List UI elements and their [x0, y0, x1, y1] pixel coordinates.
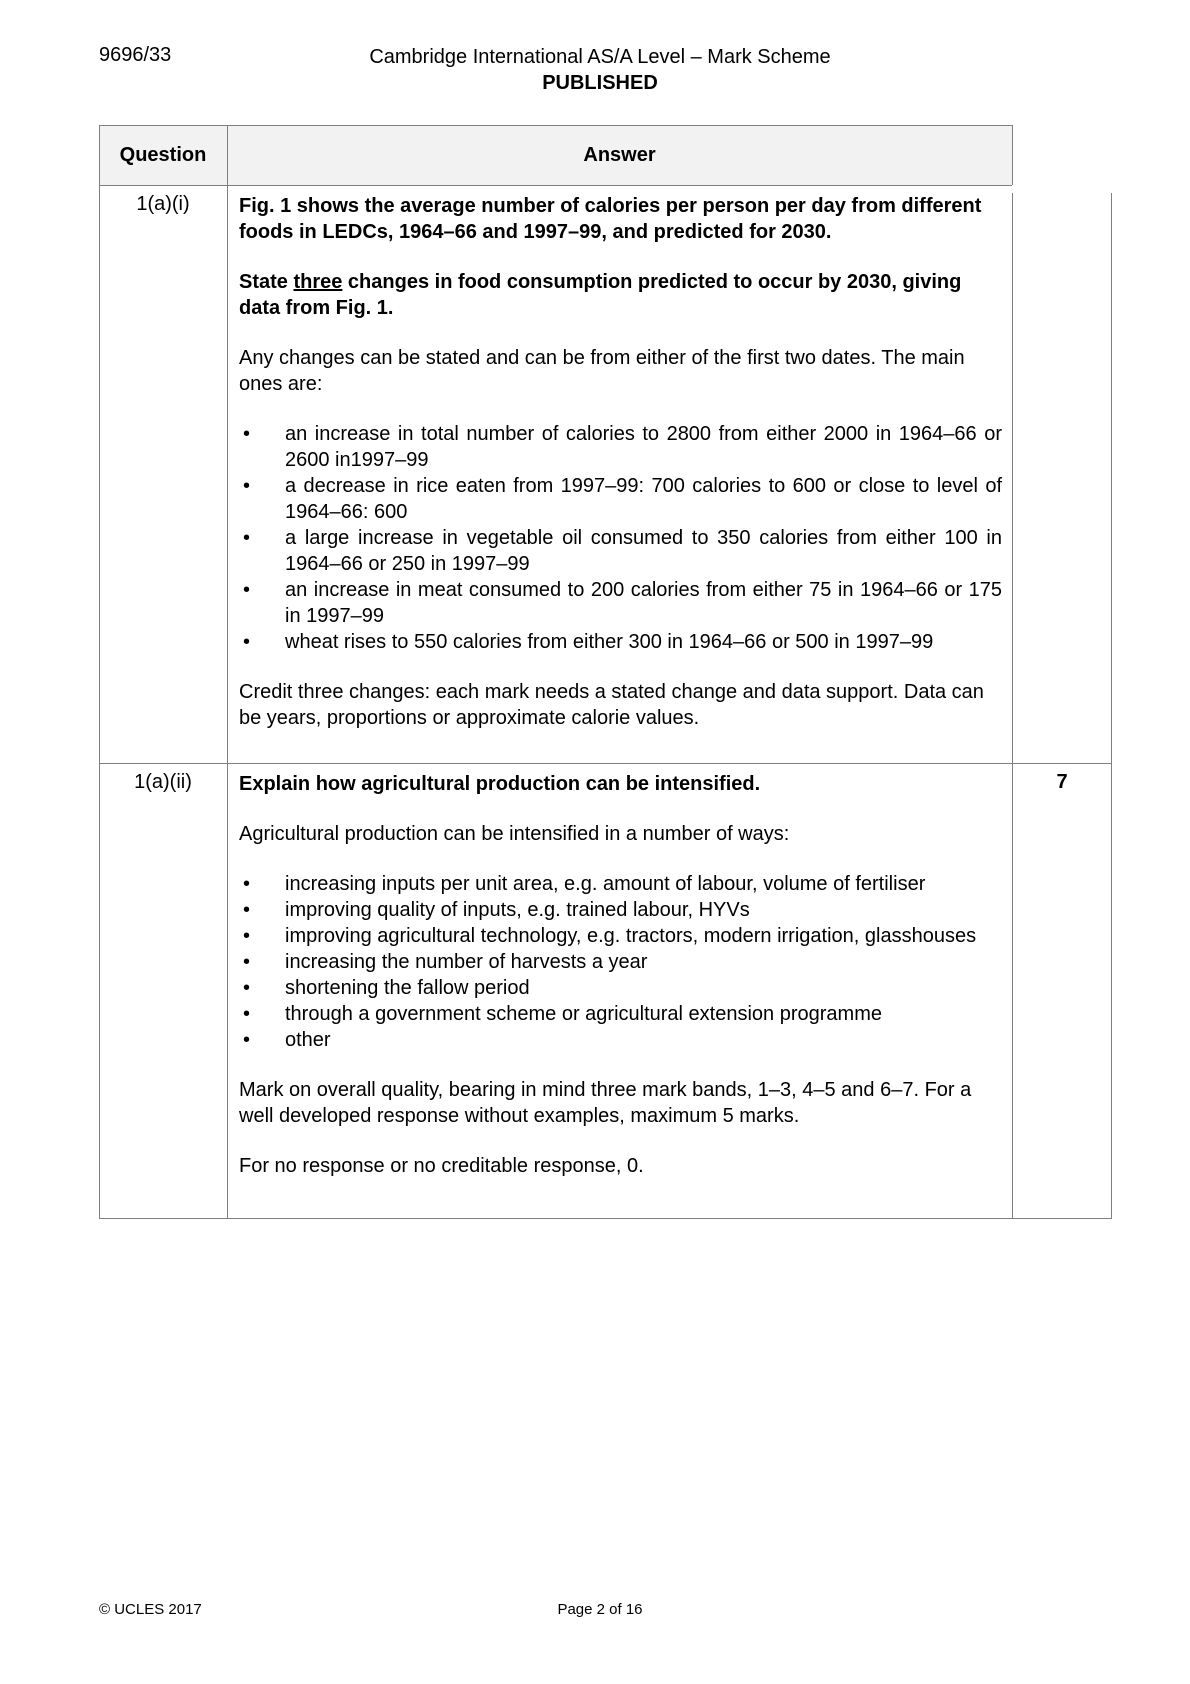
list-item-text: improving agricultural technology, e.g. tractors, modern irrigation, glasshouses	[285, 925, 977, 947]
list-item-text: a large increase in vegetable oil consumed to 350 calories from either 100 in 1964–66 or 250 in 1997–99	[285, 527, 1002, 575]
bullet-icon: •	[243, 1003, 251, 1025]
footer-page-number: Page 2 of 16	[557, 1601, 643, 1618]
answer-intro: Agricultural production can be intensified in a number of ways:	[239, 823, 790, 845]
table-border-right	[1111, 193, 1112, 1219]
row-divider	[99, 763, 1112, 764]
header-title	[0, 44, 1190, 96]
header-code: 9696/33	[99, 44, 172, 66]
list-item	[239, 871, 1002, 897]
header-title-text: Cambridge International AS/A Level – Mark Scheme	[369, 46, 831, 68]
answer-bullet-list	[239, 421, 1002, 655]
list-item	[239, 923, 1002, 949]
bullet-icon: •	[243, 423, 251, 445]
bullet-icon: •	[243, 873, 251, 895]
list-item-text: other	[285, 1029, 331, 1051]
bullet-icon: •	[243, 899, 251, 921]
list-item	[239, 1001, 1002, 1027]
instruction-text: changes in food consumption predicted to occur by 2030, giving data from Fig. 1.	[239, 271, 962, 319]
table-border-top	[99, 125, 1012, 126]
question-number: 1(a)(i)	[136, 193, 190, 215]
column-divider-answer-lower	[1012, 193, 1013, 1219]
marking-note-zero: For no response or no creditable response, 0.	[239, 1155, 644, 1177]
column-header-answer: Answer	[583, 144, 656, 166]
list-item-text: through a government scheme or agricultural extension programme	[285, 1003, 882, 1025]
marks-value: 7	[1056, 771, 1068, 793]
question-number: 1(a)(ii)	[134, 771, 192, 793]
list-item	[239, 949, 1002, 975]
answer-cell-1a-ii	[239, 771, 1002, 1179]
table-border-left	[99, 125, 100, 1219]
header-status: PUBLISHED	[542, 72, 658, 94]
list-item-text: increasing inputs per unit area, e.g. amount of labour, volume of fertiliser	[285, 873, 926, 895]
list-item	[239, 975, 1002, 1001]
list-item-text: shortening the fallow period	[285, 977, 530, 999]
bullet-icon: •	[243, 977, 251, 999]
bullet-icon: •	[243, 925, 251, 947]
bullet-icon: •	[243, 475, 251, 497]
bullet-icon: •	[243, 579, 251, 601]
answer-intro: Any changes can be stated and can be from either of the first two dates. The main ones are:	[239, 347, 965, 395]
list-item-text: an increase in total number of calories to 2800 from either 2000 in 1964–66 or 2600 in1997–99	[285, 423, 1002, 471]
list-item-text: a decrease in rice eaten from 1997–99: 700 calories to 600 or close to level of 1964–66: 600	[285, 475, 1002, 523]
list-item	[239, 421, 1002, 473]
column-header-question: Question	[119, 144, 207, 166]
header-divider	[99, 185, 1012, 186]
list-item-text: increasing the number of harvests a year	[285, 951, 648, 973]
table-border-bottom	[99, 1218, 1112, 1219]
footer-copyright: © UCLES 2017	[99, 1601, 202, 1618]
marking-note: Credit three changes: each mark needs a stated change and data support. Data can be years, proportions or approximate calorie values.	[239, 681, 984, 729]
list-item	[239, 473, 1002, 525]
marking-note: Mark on overall quality, bearing in mind three mark bands, 1–3, 4–5 and 6–7. For a well developed response without examples, maximum 5 marks.	[239, 1079, 972, 1127]
list-item	[239, 525, 1002, 577]
answer-bullet-list	[239, 871, 1002, 1053]
list-item	[239, 897, 1002, 923]
list-item	[239, 577, 1002, 629]
question-prompt: Fig. 1 shows the average number of calories per person per day from different foods in LEDCs, 1964–66 and 1997–99, and predicted for 2030.	[239, 195, 982, 243]
mark-scheme-table	[99, 125, 1112, 1219]
question-prompt: Explain how agricultural production can be intensified.	[239, 773, 761, 795]
bullet-icon: •	[243, 951, 251, 973]
bullet-icon: •	[243, 631, 251, 653]
bullet-icon: •	[243, 1029, 251, 1051]
list-item	[239, 629, 1002, 655]
list-item	[239, 1027, 1002, 1053]
list-item-text: wheat rises to 550 calories from either 300 in 1964–66 or 500 in 1997–99	[285, 631, 934, 653]
instruction-emphasis: three	[293, 271, 343, 293]
column-divider-question	[227, 125, 228, 1219]
list-item-text: improving quality of inputs, e.g. trained labour, HYVs	[285, 899, 750, 921]
list-item-text: an increase in meat consumed to 200 calories from either 75 in 1964–66 or 175 in 1997–99	[285, 579, 1002, 627]
answer-cell-1a-i	[239, 193, 1002, 731]
instruction-text: State	[239, 271, 294, 293]
bullet-icon: •	[243, 527, 251, 549]
question-instruction	[239, 269, 1002, 321]
column-divider-answer	[1012, 125, 1013, 185]
